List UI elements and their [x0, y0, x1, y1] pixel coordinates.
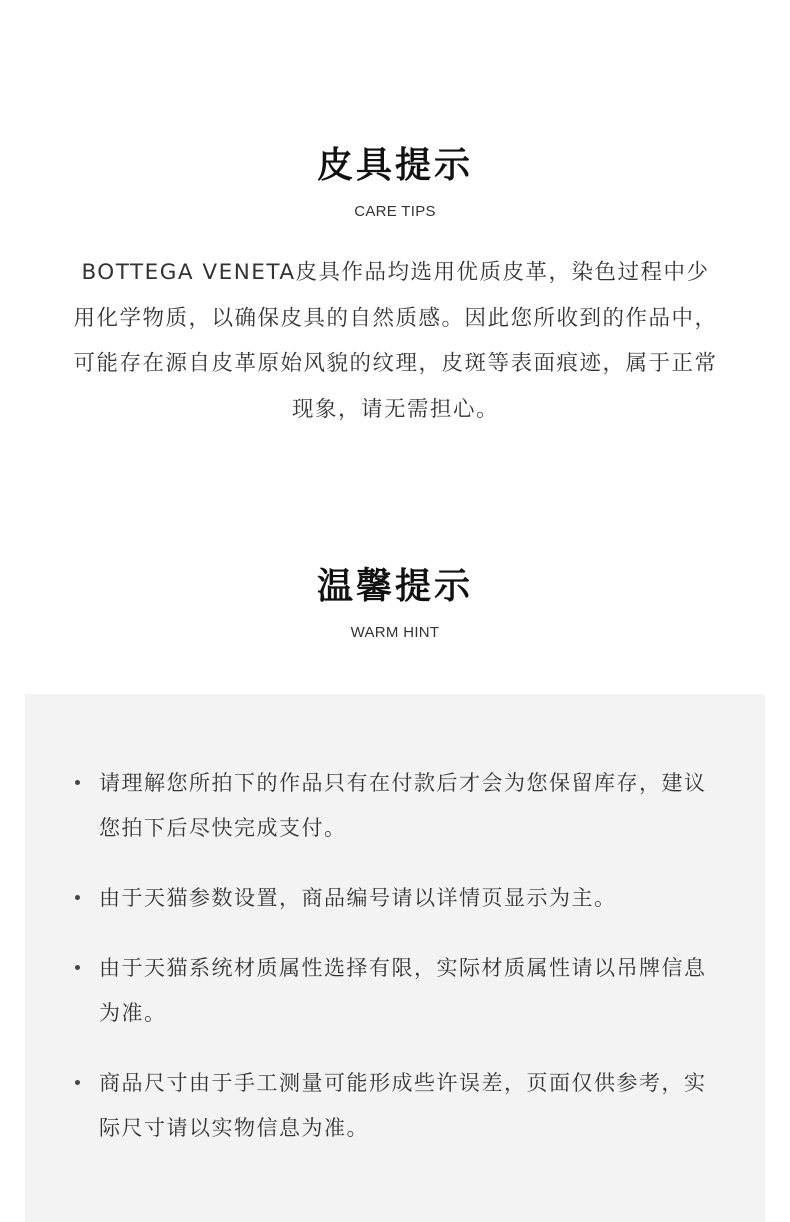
warm-hint-subtitle: WARM HINT	[350, 624, 440, 641]
care-tips-text: BOTTEGA VENETA皮具作品均选用优质皮革，染色过程中少用化学物质，以确保皮具的自然质感。因此您所收到的作品中，可能存在源自皮革原始风貌的纹理，皮斑等表面痕迹，属于正常现象，请无需担心。	[73, 260, 718, 422]
care-tips-subtitle: CARE TIPS	[354, 203, 436, 220]
warm-hint-panel	[25, 694, 765, 1222]
care-tips-heading	[0, 144, 790, 222]
warm-hint-list	[75, 761, 710, 1176]
hint-item-text: 由于天猫参数设置，商品编号请以详情页显示为主。	[99, 886, 617, 910]
hint-list-item	[75, 761, 710, 851]
hint-item-text: 商品尺寸由于手工测量可能形成些许误差，页面仅供参考，实际尺寸请以实物信息为准。	[99, 1071, 707, 1140]
bullet-icon	[75, 780, 80, 785]
bullet-icon	[75, 895, 80, 900]
care-tips-title: 皮具提示	[316, 145, 473, 186]
warm-hint-title: 温馨提示	[316, 566, 473, 607]
hint-list-item	[75, 876, 710, 921]
bullet-icon	[75, 1080, 80, 1085]
warm-hint-heading	[0, 565, 790, 643]
hint-item-text: 由于天猫系统材质属性选择有限，实际材质属性请以吊牌信息为准。	[99, 956, 707, 1025]
hint-list-item	[75, 946, 710, 1036]
hint-item-text: 请理解您所拍下的作品只有在付款后才会为您保留库存，建议您拍下后尽快完成支付。	[99, 771, 707, 840]
hint-list-item	[75, 1061, 710, 1151]
bullet-icon	[75, 965, 80, 970]
